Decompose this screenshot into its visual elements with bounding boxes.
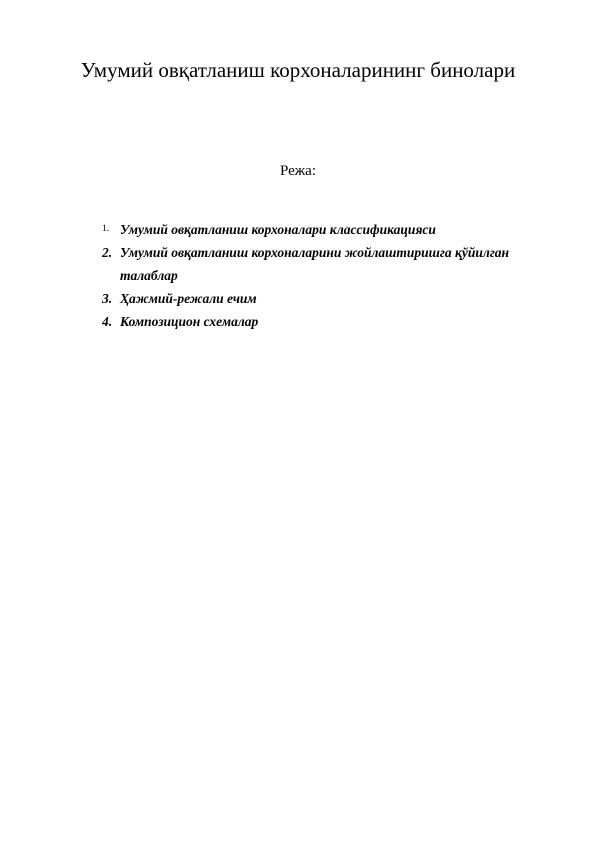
plan-heading: Режа: [280,163,316,179]
plan-item-text: Композицион схемалар [120,314,259,329]
plan-item [102,218,542,241]
plan-list [102,218,542,333]
plan-item-text: Умумий овқатланиш корхоналари классификацияси [120,222,436,237]
document-title: Умумий овқатланиш корхоналарининг бинолари [80,58,516,82]
plan-item-text: Умумий овқатланиш корхоналарини жойлаштиришга қўйилган талаблар [120,245,510,283]
plan-item [102,287,542,310]
plan-item-text: Ҳажмий-режали ечим [120,291,257,306]
plan-item [102,241,542,287]
plan-item [102,310,542,333]
plan-item-number: 1. [102,224,110,234]
plan-item-number: 4. [102,314,113,329]
plan-item-number: 2. [102,245,113,260]
plan-item-number: 3. [102,291,113,306]
